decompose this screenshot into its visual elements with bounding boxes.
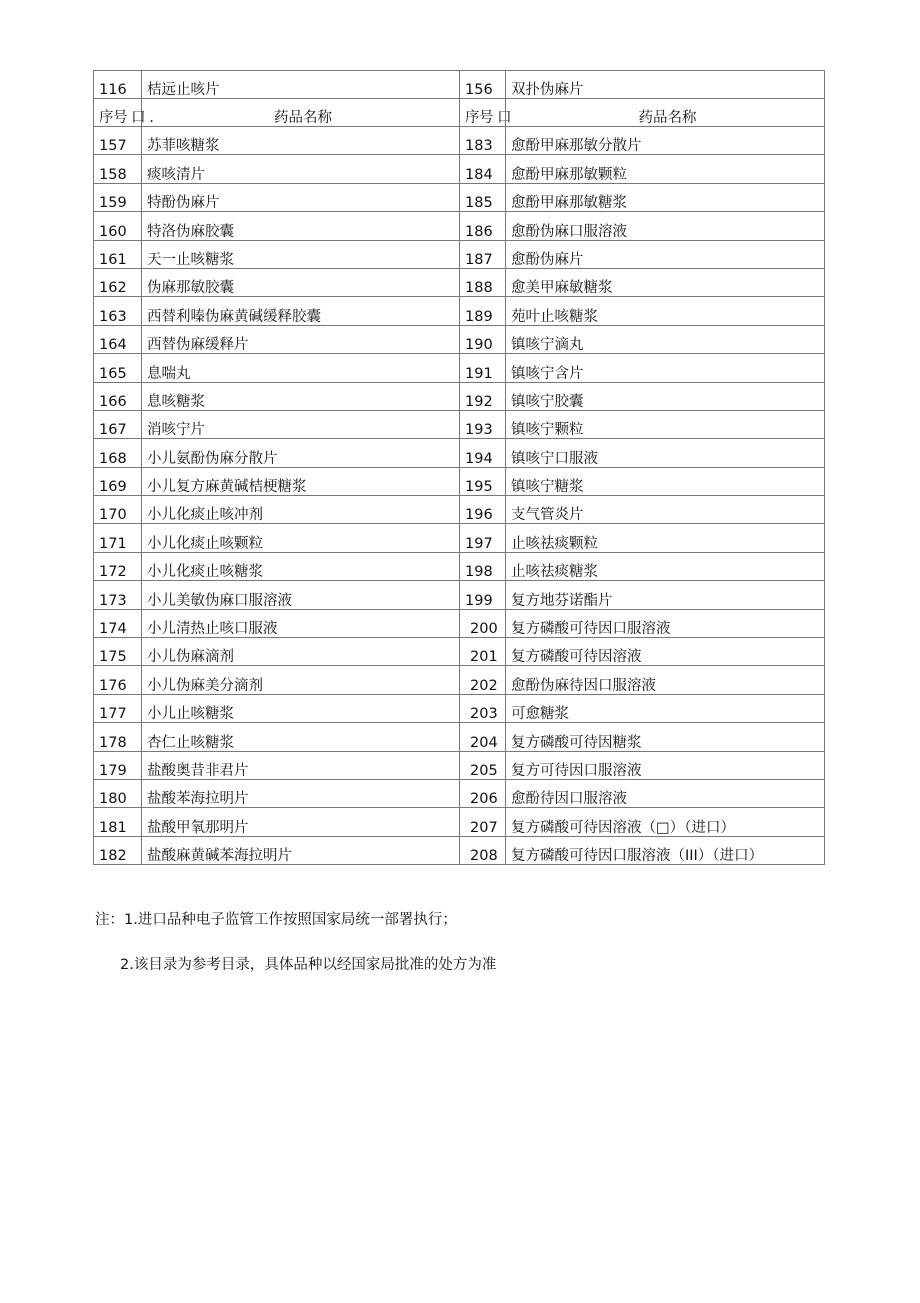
table-row <box>94 325 825 353</box>
drug-name: 愈酚甲麻那敏分散片 <box>506 127 825 155</box>
serial-number: 176 <box>94 666 142 694</box>
drug-name: 复方地芬诺酯片 <box>506 581 825 609</box>
drug-name: 复方磷酸可待因溶液（□）（进口） <box>506 808 825 836</box>
drug-name-header: 药品名称 <box>142 99 460 127</box>
drug-name: 小儿化痰止咳冲剂 <box>142 496 460 524</box>
serial-number: 202 <box>460 666 506 694</box>
drug-name: 复方磷酸可待因溶液 <box>506 638 825 666</box>
table-row <box>94 354 825 382</box>
drug-name: 双扑伪麻片 <box>506 71 825 99</box>
serial-number: 164 <box>94 325 142 353</box>
drug-name: 镇咳宁滴丸 <box>506 325 825 353</box>
table-row <box>94 155 825 183</box>
drug-name: 苑叶止咳糖浆 <box>506 297 825 325</box>
drug-name: 可愈糖浆 <box>506 694 825 722</box>
drug-name: 愈酚伪麻片 <box>506 240 825 268</box>
serial-number: 156 <box>460 71 506 99</box>
drug-name: 镇咳宁含片 <box>506 354 825 382</box>
drug-name: 西替伪麻缓释片 <box>142 325 460 353</box>
serial-number: 184 <box>460 155 506 183</box>
drug-name: 止咳祛痰糖浆 <box>506 552 825 580</box>
drug-name: 小儿伪麻滴剂 <box>142 638 460 666</box>
table-row <box>94 723 825 751</box>
serial-number: 198 <box>460 552 506 580</box>
serial-number: 157 <box>94 127 142 155</box>
serial-number-header: 序号 口 <box>460 99 506 127</box>
serial-number: 174 <box>94 609 142 637</box>
serial-number: 178 <box>94 723 142 751</box>
table-row <box>94 638 825 666</box>
serial-number: 182 <box>94 836 142 864</box>
drug-name: 小儿化痰止咳糖浆 <box>142 552 460 580</box>
note-line-1: 注：1.进口品种电子监管工作按照国家局统一部署执行； <box>95 912 457 928</box>
serial-number: 205 <box>460 751 506 779</box>
serial-number: 166 <box>94 382 142 410</box>
serial-number: 192 <box>460 382 506 410</box>
table-row <box>94 268 825 296</box>
serial-number: 168 <box>94 439 142 467</box>
serial-number: 170 <box>94 496 142 524</box>
drug-name: 愈酚伪麻口服溶液 <box>506 212 825 240</box>
drug-name: 痰咳清片 <box>142 155 460 183</box>
drug-name: 愈酚甲麻那敏糖浆 <box>506 183 825 211</box>
drug-name: 盐酸奥昔非君片 <box>142 751 460 779</box>
drug-name: 小儿止咳糖浆 <box>142 694 460 722</box>
table-row <box>94 808 825 836</box>
drug-name: 盐酸苯海拉明片 <box>142 779 460 807</box>
drug-name: 小儿氨酚伪麻分散片 <box>142 439 460 467</box>
drug-name: 天一止咳糖浆 <box>142 240 460 268</box>
table-row <box>94 779 825 807</box>
table-row <box>94 524 825 552</box>
table-row <box>94 467 825 495</box>
drug-name: 小儿美敏伪麻口服溶液 <box>142 581 460 609</box>
drug-name: 伪麻那敏胶囊 <box>142 268 460 296</box>
serial-number: 195 <box>460 467 506 495</box>
table-header-row <box>94 99 825 127</box>
serial-number: 207 <box>460 808 506 836</box>
serial-number: 204 <box>460 723 506 751</box>
table-row <box>94 127 825 155</box>
serial-number: 160 <box>94 212 142 240</box>
drug-name: 复方磷酸可待因糖浆 <box>506 723 825 751</box>
serial-number: 206 <box>460 779 506 807</box>
serial-number: 159 <box>94 183 142 211</box>
drug-name: 镇咳宁糖浆 <box>506 467 825 495</box>
table-row <box>94 71 825 99</box>
drug-name: 复方磷酸可待因口服溶液（III）（进口） <box>506 836 825 864</box>
serial-number: 179 <box>94 751 142 779</box>
drug-name: 息咳糖浆 <box>142 382 460 410</box>
serial-number: 161 <box>94 240 142 268</box>
serial-number: 167 <box>94 410 142 438</box>
drug-name: 止咳祛痰颗粒 <box>506 524 825 552</box>
table-row <box>94 666 825 694</box>
serial-number: 196 <box>460 496 506 524</box>
serial-number: 165 <box>94 354 142 382</box>
table-row <box>94 410 825 438</box>
serial-number: 180 <box>94 779 142 807</box>
table-row <box>94 581 825 609</box>
drug-name: 愈酚待因口服溶液 <box>506 779 825 807</box>
drug-name: 镇咳宁胶囊 <box>506 382 825 410</box>
drug-name: 盐酸甲氧那明片 <box>142 808 460 836</box>
serial-number-header: 序号 口 . <box>94 99 142 127</box>
drug-name-header: 药品名称 <box>506 99 825 127</box>
drug-name: 复方磷酸可待因口服溶液 <box>506 609 825 637</box>
serial-number: 169 <box>94 467 142 495</box>
serial-number: 188 <box>460 268 506 296</box>
serial-number: 171 <box>94 524 142 552</box>
drug-name: 愈酚伪麻待因口服溶液 <box>506 666 825 694</box>
drug-name: 支气管炎片 <box>506 496 825 524</box>
serial-number: 208 <box>460 836 506 864</box>
note-line-2: 2.该目录为参考目录，具体品种以经国家局批准的处方为准 <box>120 957 497 973</box>
serial-number: 172 <box>94 552 142 580</box>
drug-name: 小儿化痰止咳颗粒 <box>142 524 460 552</box>
drug-name: 小儿复方麻黄碱桔梗糖浆 <box>142 467 460 495</box>
drug-name: 复方可待因口服溶液 <box>506 751 825 779</box>
serial-number: 181 <box>94 808 142 836</box>
drug-name: 杏仁止咳糖浆 <box>142 723 460 751</box>
serial-number: 186 <box>460 212 506 240</box>
table-row <box>94 751 825 779</box>
serial-number: 158 <box>94 155 142 183</box>
drug-name: 特洛伪麻胶囊 <box>142 212 460 240</box>
drug-name: 愈酚甲麻那敏颗粒 <box>506 155 825 183</box>
drug-name: 苏菲咳糖浆 <box>142 127 460 155</box>
serial-number: 200 <box>460 609 506 637</box>
serial-number: 187 <box>460 240 506 268</box>
serial-number: 183 <box>460 127 506 155</box>
serial-number: 116 <box>94 71 142 99</box>
drug-name: 镇咳宁口服液 <box>506 439 825 467</box>
serial-number: 191 <box>460 354 506 382</box>
drug-name: 小儿伪麻美分滴剂 <box>142 666 460 694</box>
table-row <box>94 609 825 637</box>
table-row <box>94 212 825 240</box>
table-row <box>94 836 825 864</box>
table-row <box>94 694 825 722</box>
serial-number: 163 <box>94 297 142 325</box>
table-row <box>94 439 825 467</box>
drug-name: 特酚伪麻片 <box>142 183 460 211</box>
table-row <box>94 552 825 580</box>
drug-name: 息喘丸 <box>142 354 460 382</box>
serial-number: 203 <box>460 694 506 722</box>
serial-number: 162 <box>94 268 142 296</box>
serial-number: 185 <box>460 183 506 211</box>
serial-number: 189 <box>460 297 506 325</box>
table-row <box>94 297 825 325</box>
serial-number: 177 <box>94 694 142 722</box>
drug-name: 盐酸麻黄碱苯海拉明片 <box>142 836 460 864</box>
serial-number: 197 <box>460 524 506 552</box>
drug-name: 愈美甲麻敏糖浆 <box>506 268 825 296</box>
serial-number: 194 <box>460 439 506 467</box>
table-row <box>94 382 825 410</box>
serial-number: 190 <box>460 325 506 353</box>
drug-name: 桔远止咳片 <box>142 71 460 99</box>
serial-number: 199 <box>460 581 506 609</box>
table-row <box>94 183 825 211</box>
serial-number: 173 <box>94 581 142 609</box>
drug-name: 消咳宁片 <box>142 410 460 438</box>
table-row <box>94 240 825 268</box>
serial-number: 193 <box>460 410 506 438</box>
drug-name: 小儿清热止咳口服液 <box>142 609 460 637</box>
drug-name: 镇咳宁颗粒 <box>506 410 825 438</box>
drug-name: 西替利嗪伪麻黄碱缓释胶囊 <box>142 297 460 325</box>
serial-number: 201 <box>460 638 506 666</box>
table-row <box>94 496 825 524</box>
serial-number: 175 <box>94 638 142 666</box>
drug-table <box>93 70 825 865</box>
